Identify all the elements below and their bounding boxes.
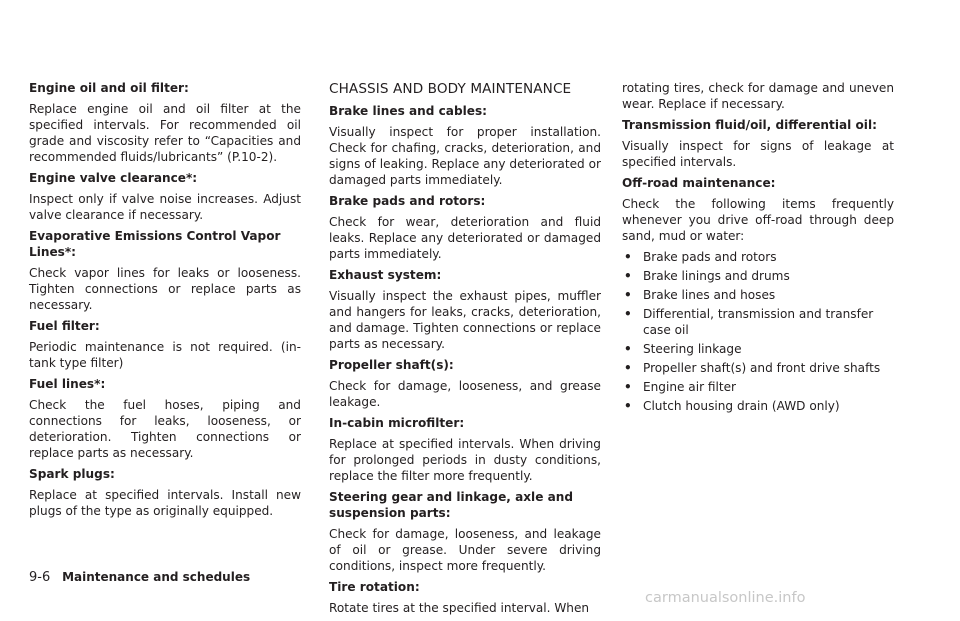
subheading: Steering gear and linkage, axle and suspension parts: xyxy=(329,490,574,520)
paragraph: Periodic maintenance is not required. (in-tank type filter) xyxy=(29,340,301,370)
list-item: • Engine air filter xyxy=(622,379,894,395)
subheading: Brake lines and cables: xyxy=(329,104,487,118)
subheading: Spark plugs: xyxy=(29,467,115,481)
list-item: • Brake pads and rotors xyxy=(622,249,894,265)
subheading: Propeller shaft(s): xyxy=(329,358,454,372)
page-footer xyxy=(29,569,250,586)
paragraph: Visually inspect for proper installation. Check for chafing, cracks, deterioration, and signs of leaking. Replace any deteriorated or damaged parts immediately. xyxy=(329,125,601,187)
section-title: CHASSIS AND BODY MAINTENANCE xyxy=(329,81,572,97)
right-column xyxy=(622,80,894,417)
subheading: Brake pads and rotors: xyxy=(329,194,486,208)
subheading: Fuel filter: xyxy=(29,319,100,333)
list-item: • Steering linkage xyxy=(622,341,894,357)
paragraph: Inspect only if valve noise increases. Adjust valve clearance if necessary. xyxy=(29,192,301,222)
list-item: • Differential, transmission and transfer case oil xyxy=(622,306,894,338)
subheading: Off-road maintenance: xyxy=(622,176,776,190)
paragraph: Rotate tires at the specified interval. When xyxy=(329,601,590,615)
page-number: 9-6 xyxy=(29,570,51,585)
right-column-body xyxy=(622,80,894,244)
paragraph: rotating tires, check for damage and uneven wear. Replace if necessary. xyxy=(622,81,894,111)
paragraph: Replace at specified intervals. Install new plugs of the type as originally equipped. xyxy=(29,488,301,518)
middle-column-body xyxy=(329,103,601,616)
paragraph: Check for wear, deterioration and fluid leaks. Replace any deteriorated or damaged parts immediately. xyxy=(329,215,601,261)
left-column xyxy=(29,80,301,524)
subheading: Tire rotation: xyxy=(329,580,420,594)
subheading: Fuel lines*: xyxy=(29,377,106,391)
list-item: • Clutch housing drain (AWD only) xyxy=(622,398,894,414)
subheading: Engine valve clearance*: xyxy=(29,171,198,185)
paragraph: Check vapor lines for leaks or looseness. Tighten connections or replace parts as necessary. xyxy=(29,266,301,312)
paragraph: Check the fuel hoses, piping and connections for leaks, looseness, or deterioration. Tighten connections or replace parts as necessary. xyxy=(29,398,301,460)
subheading: Evaporative Emissions Control Vapor Lines*: xyxy=(29,229,281,259)
paragraph: Check for damage, looseness, and leakage of oil or grease. Under severe driving conditions, inspect more frequently. xyxy=(329,527,601,573)
paragraph: Replace engine oil and oil filter at the specified intervals. For recommended oil grade and viscosity refer to “Capacities and recommended fluids/lubricants” (P.10-2). xyxy=(29,102,301,164)
paragraph: Replace at specified intervals. When driving for prolonged periods in dusty conditions, replace the filter more frequently. xyxy=(329,437,601,483)
paragraph: Check for damage, looseness, and grease leakage. xyxy=(329,379,601,409)
paragraph: Visually inspect for signs of leakage at specified intervals. xyxy=(622,139,894,169)
paragraph: Visually inspect the exhaust pipes, muffler and hangers for leaks, cracks, deterioration, and damage. Tighten connections or replace parts as necessary. xyxy=(329,289,601,351)
off-road-check-list xyxy=(622,249,894,414)
footer-section-name: Maintenance and schedules xyxy=(62,570,251,584)
subheading: Transmission fluid/oil, differential oil: xyxy=(622,118,877,132)
subheading: Engine oil and oil filter: xyxy=(29,81,189,95)
subheading: In-cabin microfilter: xyxy=(329,416,465,430)
list-item: • Propeller shaft(s) and front drive shafts xyxy=(622,360,894,376)
list-item: • Brake linings and drums xyxy=(622,268,894,284)
paragraph: Check the following items frequently whenever you drive off-road through deep sand, mud or water: xyxy=(622,197,894,243)
subheading: Exhaust system: xyxy=(329,268,442,282)
middle-column xyxy=(329,80,601,621)
list-item: • Brake lines and hoses xyxy=(622,287,894,303)
watermark: carmanualsonline.info xyxy=(645,590,806,606)
